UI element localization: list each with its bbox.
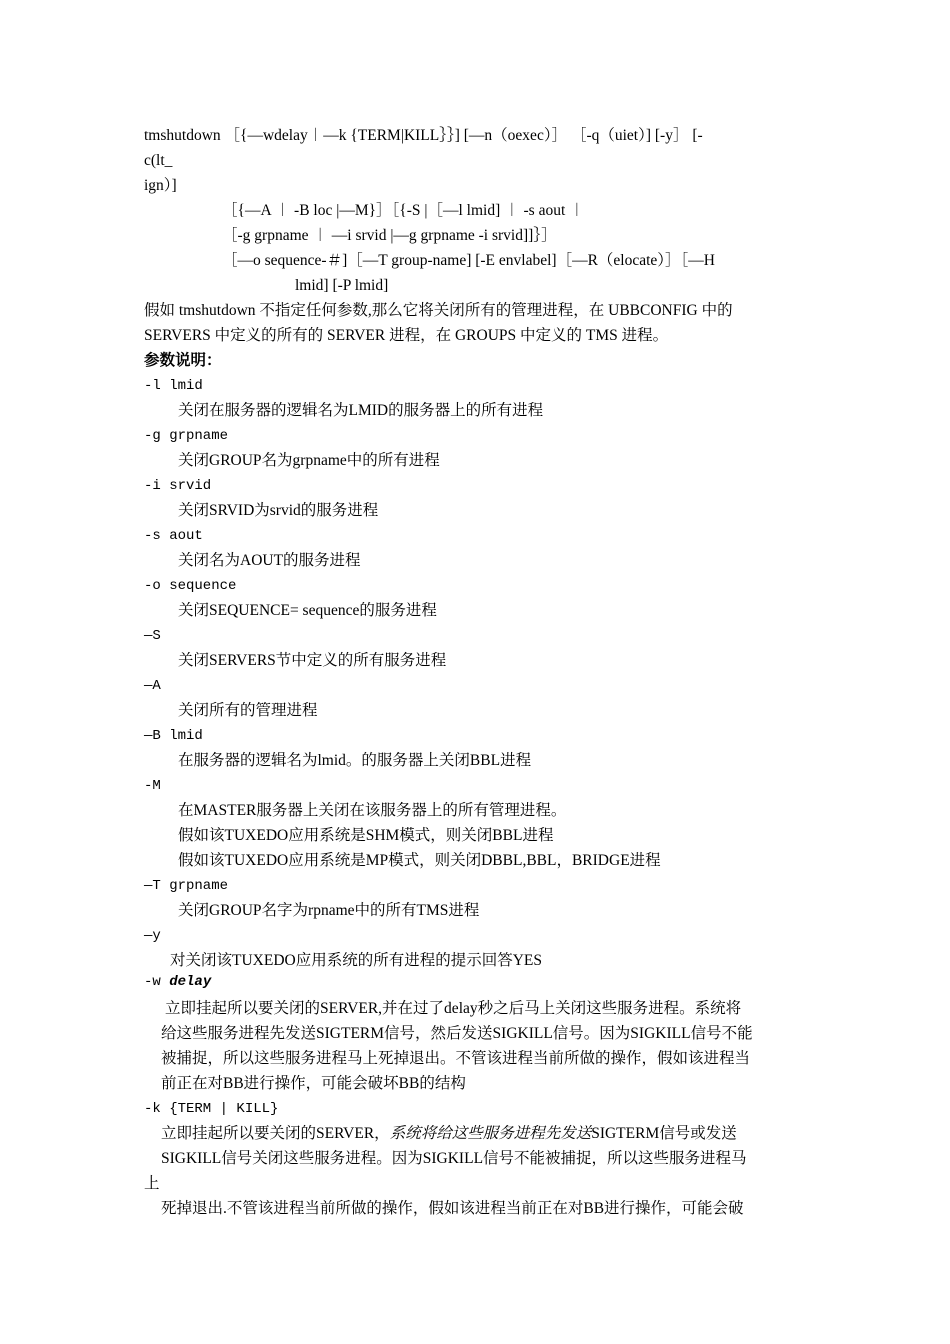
param-desc-w-2: 给这些服务进程先发送SIGTERM信号，然后发送SIGKILL信号。因为SIGKILL信号不能: [161, 1025, 753, 1042]
param-flag-A: —A: [144, 678, 161, 694]
syntax-line-1: tmshutdown ［{—wdelay︱—k {TERM|KILL｝｝] [—n（oexec）］ ［-q（uiet）] [-y］ [-: [144, 127, 703, 144]
param-desc-k-3: 上: [144, 1175, 160, 1192]
syntax-line-2: c(lt_: [144, 152, 173, 169]
param-flag-M: -M: [144, 778, 161, 794]
param-desc-y: 对关闭该TUXEDO应用系统的所有进程的提示回答YES: [170, 952, 542, 969]
param-desc-k-1c: SIGTERM信号或发送: [591, 1125, 737, 1142]
param-desc-M-3: 假如该TUXEDO应用系统是MP模式，则关闭DBBL,BBL，BRIDGE进程: [178, 852, 661, 869]
param-desc-s: 关闭名为AOUT的服务进程: [178, 552, 361, 569]
syntax-line-6: ［—o sequence-＃]［—T group-name] [-E envlabel]［—R（elocate）］［—H: [222, 252, 715, 269]
param-desc-A: 关闭所有的管理进程: [178, 702, 318, 719]
param-desc-l: 关闭在服务器的逻辑名为LMID的服务器上的所有进程: [178, 402, 544, 419]
syntax-line-5: ［-g grpname ︱ —i srvid |—g grpname -i srvid]]｝］: [222, 227, 557, 244]
param-desc-w-1: 立即挂起所以要关闭的SERVER,并在过了delay秒之后马上关闭这些服务进程。系统将: [165, 1000, 742, 1017]
param-flag-S: —S: [144, 628, 161, 644]
intro-line-2: SERVERS 中定义的所有的 SERVER 进程，在 GROUPS 中定义的 TMS 进程。: [144, 327, 669, 344]
param-desc-k-1a: 立即挂起所以要关闭的SERVER，: [161, 1125, 390, 1142]
syntax-line-4: ［{—A ︱ -B loc |—M}］［{-S |［—l lmid] ︱ -s aout ︱: [222, 202, 585, 219]
param-desc-i: 关闭SRVID为srvid的服务进程: [178, 502, 379, 519]
syntax-line-7: lmid] [-P lmid]: [295, 277, 389, 294]
syntax-line-3: ign）]: [144, 177, 177, 194]
param-desc-M-2: 假如该TUXEDO应用系统是SHM模式，则关闭BBL进程: [178, 827, 554, 844]
param-desc-k-2: SIGKILL信号关闭这些服务进程。因为SIGKILL信号不能被捕捉，所以这些服务进程马: [161, 1150, 747, 1167]
param-flag-y: —y: [144, 928, 161, 944]
param-desc-g: 关闭GROUP名为grpname中的所有进程: [178, 452, 440, 469]
param-desc-w-3: 被捕捉，所以这些服务进程马上死掉退出。不管该进程当前所做的操作，假如该进程当: [161, 1050, 751, 1067]
param-flag-w-switch: -w: [144, 974, 161, 990]
param-flag-l: -l lmid: [144, 378, 203, 394]
param-flag-w-arg: delay: [169, 974, 212, 990]
param-flag-w: [144, 970, 211, 994]
param-desc-B: 在服务器的逻辑名为lmid。的服务器上关闭BBL进程: [178, 752, 532, 769]
param-desc-S: 关闭SERVERS节中定义的所有服务进程: [178, 652, 447, 669]
param-desc-w-4: 前正在对BB进行操作，可能会破坏BB的结构: [161, 1075, 466, 1092]
param-desc-T: 关闭GROUP名字为rpname中的所有TMS进程: [178, 902, 480, 919]
param-flag-k: -k {TERM | KILL}: [144, 1101, 279, 1117]
param-desc-M-1: 在MASTER服务器上关闭在该服务器上的所有管理进程。: [178, 802, 567, 819]
param-desc-o: 关闭SEQUENCE= sequence的服务进程: [178, 602, 437, 619]
param-flag-s: -s aout: [144, 528, 203, 544]
params-heading: 参数说明：: [144, 352, 222, 369]
intro-line-1: 假如 tmshutdown 不指定任何参数,那么它将关闭所有的管理进程，在 UBBCONFIG 中的: [144, 302, 733, 319]
param-desc-k-1b: 系统将给这些服务进程先发送: [389, 1125, 592, 1142]
param-flag-o: -o sequence: [144, 578, 237, 594]
param-flag-i: -i srvid: [144, 478, 212, 494]
param-desc-k-1: [161, 1122, 737, 1146]
param-flag-T: —T grpname: [144, 878, 229, 894]
param-desc-k-4: 死掉退出.不管该进程当前所做的操作，假如该进程当前正在对BB进行操作，可能会破: [161, 1200, 744, 1217]
param-flag-g: -g grpname: [144, 428, 229, 444]
param-flag-B: —B lmid: [144, 728, 203, 744]
